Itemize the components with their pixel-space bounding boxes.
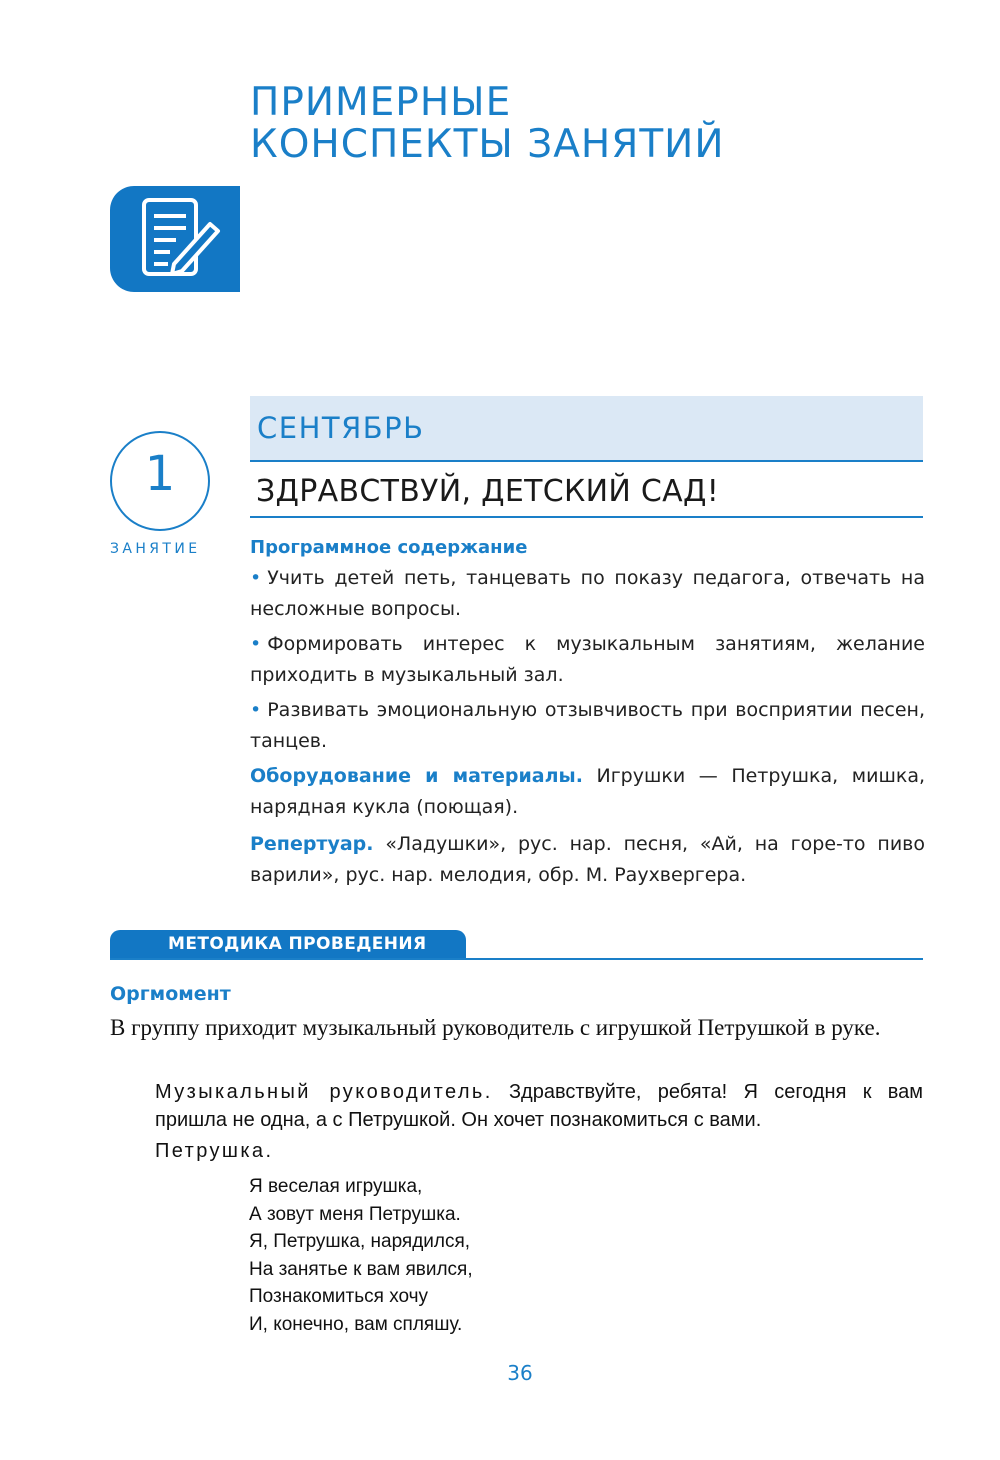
program-item-text: Учить детей петь, танцевать по показу педагога, отвечать на несложные вопросы.	[250, 567, 925, 620]
poem-line: На занятье к вам явился,	[249, 1258, 473, 1280]
chapter-title-line-1: ПРИМЕРНЫЕ	[250, 80, 512, 125]
program-item	[250, 629, 925, 691]
bullet-icon: •	[250, 699, 262, 721]
orgmoment-heading: Оргмомент	[110, 983, 231, 1005]
poem-line: Я веселая игрушка,	[249, 1176, 423, 1197]
program-item-text: Развивать эмоциональную отзывчивость при восприятии песен, танцев.	[250, 699, 925, 752]
repertoire-paragraph	[250, 829, 925, 891]
month-label: СЕНТЯБРЬ	[257, 411, 425, 445]
bullet-icon: •	[250, 567, 262, 589]
poem-line: Я, Петрушка, нарядился,	[249, 1231, 471, 1252]
method-divider	[110, 958, 923, 960]
chapter-title	[250, 82, 725, 166]
poem-line: И, конечно, вам спляшу.	[249, 1313, 463, 1335]
program-heading: Программное содержание	[250, 537, 528, 558]
method-tab-label: МЕТОДИКА ПРОВЕДЕНИЯ	[168, 934, 427, 954]
program-item	[250, 563, 925, 625]
equipment-text: Игрушки — Петрушка, мишка, нарядная кукла (поющая).	[250, 765, 925, 818]
chapter-badge	[110, 186, 240, 292]
intro-text: В группу приходит музыкальный руководитель с игрушкой Петрушкой в руке.	[110, 1015, 881, 1040]
poem-line: А зовут меня Петрушка.	[249, 1203, 461, 1225]
petrushka-speaker: Петрушка.	[155, 1140, 274, 1162]
poem	[249, 1173, 473, 1338]
lesson-title: ЗДРАВСТВУЙ, ДЕТСКИЙ САД!	[256, 474, 720, 509]
poem-line: Познакомиться хочу	[249, 1286, 429, 1307]
equipment-label: Оборудование и материалы.	[250, 765, 583, 787]
repertoire-label: Репертуар.	[250, 833, 374, 855]
page-number: 36	[507, 1361, 533, 1385]
program-item-text: Формировать интерес к музыкальным занятиям, желание приходить в музыкальный зал.	[250, 633, 925, 686]
repertoire-text: «Ладушки», рус. нар. песня, «Ай, на горе-то пиво варили», рус. нар. мелодия, обр. М. Раухвергера.	[250, 833, 925, 886]
director-text: Здравствуйте, ребята! Я сегодня к вам пришла не одна, а с Петрушкой. Он хочет познакомиться с вами.	[155, 1081, 924, 1131]
chapter-title-line-2: КОНСПЕКТЫ ЗАНЯТИЙ	[250, 122, 725, 167]
director-line	[155, 1078, 923, 1134]
lesson-title-divider	[250, 516, 923, 518]
equipment-paragraph	[250, 761, 925, 823]
bullet-icon: •	[250, 633, 262, 655]
document-pen-icon	[110, 186, 240, 292]
program-item	[250, 695, 925, 757]
director-speaker: Музыкальный руководитель.	[155, 1081, 493, 1103]
lesson-number: 1	[144, 446, 176, 502]
program-block	[250, 537, 925, 897]
lesson-caption: ЗАНЯТИЕ	[110, 541, 201, 557]
